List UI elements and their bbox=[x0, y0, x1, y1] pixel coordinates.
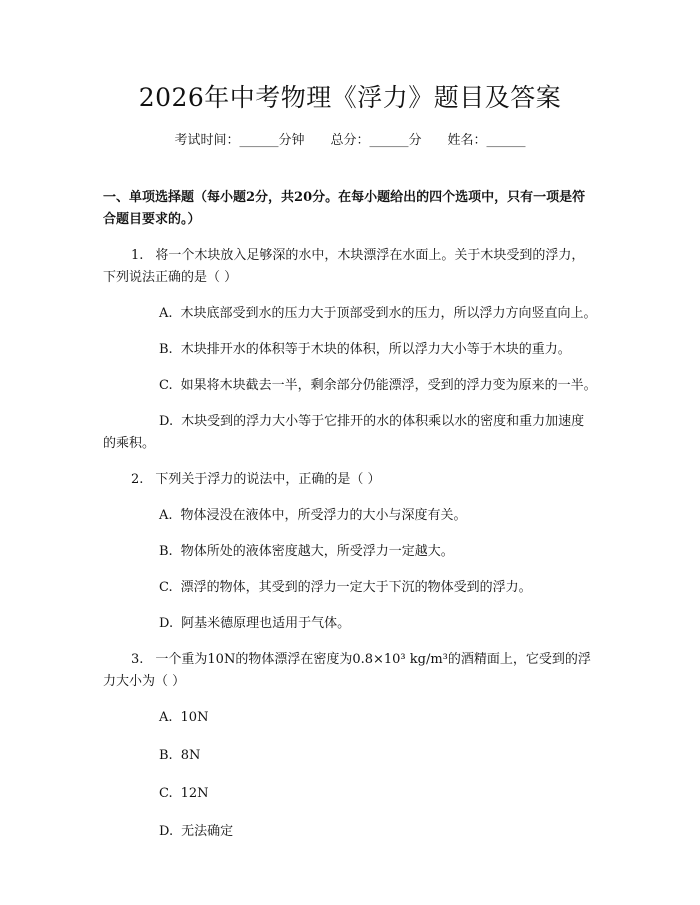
option-text: 无法确定 bbox=[181, 824, 234, 839]
question-1 bbox=[103, 245, 597, 289]
option-text: 木块排开水的体积等于木块的体积，所以浮力大小等于木块的重力。 bbox=[180, 342, 571, 357]
option-label: C. bbox=[159, 786, 173, 801]
option-3a bbox=[103, 707, 597, 729]
exam-meta-line bbox=[0, 130, 700, 152]
option-3c bbox=[103, 783, 597, 805]
option-label: C. bbox=[159, 580, 173, 595]
option-1d bbox=[103, 411, 597, 455]
option-text: 阿基米德原理也适用于气体。 bbox=[181, 616, 351, 631]
option-text: 物体所处的液体密度越大，所受浮力一定越大。 bbox=[180, 544, 454, 559]
option-text: 漂浮的物体，其受到的浮力一定大于下沉的物体受到的浮力。 bbox=[180, 580, 532, 595]
option-1a bbox=[103, 303, 597, 325]
exam-content bbox=[103, 187, 597, 859]
option-text: 木块受到的浮力大小等于它排开的水的体积乘以水的密度和重力加速度的乘积。 bbox=[103, 414, 585, 451]
option-text: 如果将木块截去一半，剩余部分仍能漂浮，受到的浮力变为原来的一半。 bbox=[180, 378, 597, 393]
option-label: A. bbox=[159, 306, 173, 321]
option-text: 物体浸没在液体中，所受浮力的大小与深度有关。 bbox=[180, 508, 467, 523]
question-2 bbox=[103, 469, 597, 491]
question-number: 1. bbox=[131, 248, 144, 263]
question-text: 一个重为10N的物体漂浮在密度为0.8×10³ kg/m³的酒精面上，它受到的浮力大小为（ ） bbox=[103, 652, 591, 689]
option-text: 8N bbox=[180, 748, 201, 763]
option-label: D. bbox=[159, 824, 174, 839]
option-label: D. bbox=[159, 414, 174, 429]
option-text: 木块底部受到水的压力大于顶部受到水的压力，所以浮力方向竖直向上。 bbox=[180, 306, 597, 321]
option-2d bbox=[103, 613, 597, 635]
exam-time-field: 考试时间：______分钟 bbox=[174, 133, 305, 148]
option-2c bbox=[103, 577, 597, 599]
document-title: 2026年中考物理《浮力》题目及答案 bbox=[138, 83, 562, 112]
option-label: B. bbox=[159, 544, 173, 559]
option-3d bbox=[103, 821, 597, 843]
option-label: B. bbox=[159, 342, 173, 357]
option-text: 10N bbox=[180, 710, 209, 725]
question-text: 下列关于浮力的说法中，正确的是（ ） bbox=[155, 472, 381, 487]
question-number: 3. bbox=[131, 652, 144, 667]
option-text: 12N bbox=[180, 786, 209, 801]
question-number: 2. bbox=[131, 472, 144, 487]
option-label: C. bbox=[159, 378, 173, 393]
student-name-field: 姓名：______ bbox=[447, 133, 526, 148]
option-2b bbox=[103, 541, 597, 563]
option-1c bbox=[103, 375, 597, 397]
option-2a bbox=[103, 505, 597, 527]
option-label: A. bbox=[159, 508, 173, 523]
question-text: 将一个木块放入足够深的水中，木块漂浮在水面上。关于木块受到的浮力，下列说法正确的是（ ） bbox=[103, 248, 585, 285]
option-3b bbox=[103, 745, 597, 767]
option-label: B. bbox=[159, 748, 173, 763]
question-3 bbox=[103, 649, 597, 693]
option-label: A. bbox=[159, 710, 173, 725]
total-score-field: 总分：______分 bbox=[330, 133, 422, 148]
option-label: D. bbox=[159, 616, 174, 631]
section-heading: 一、单项选择题（每小题2分，共20分。在每小题给出的四个选项中，只有一项是符合题目要求的。） bbox=[103, 190, 586, 227]
option-1b bbox=[103, 339, 597, 361]
